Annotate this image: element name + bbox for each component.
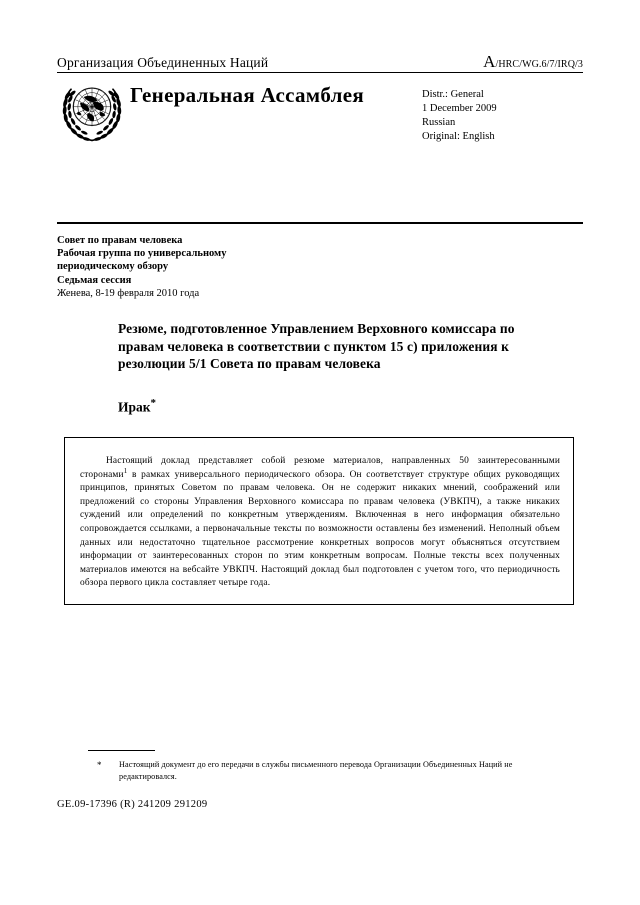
header-top-rule: [57, 72, 583, 73]
footnote-text: Настоящий документ до его передачи в службы письменного перевода Организации Объединенных Наций не редактировался.: [119, 760, 513, 781]
un-emblem-icon: [57, 78, 127, 144]
session-number: Седьмая сессия: [57, 274, 132, 286]
session-place-and-date: Женева, 8-19 февраля 2010 года: [57, 287, 200, 299]
distribution-block: [422, 88, 497, 144]
footnote-separator: [88, 750, 155, 751]
country-name: Ирак: [118, 399, 151, 414]
document-symbol-rest: /HRC/WG.6/7/IRQ/3: [495, 59, 583, 70]
footnote-marker: *: [97, 760, 102, 770]
council-block: [57, 234, 387, 300]
masthead: [57, 52, 583, 72]
title-block: [118, 320, 538, 415]
distribution-date: 1 December 2009: [422, 103, 497, 114]
header-bottom-rule: [57, 222, 583, 224]
council-name: Совет по правам человека: [57, 235, 183, 246]
abstract-text: [80, 455, 560, 591]
un-emblem: [57, 78, 127, 144]
page-title: Резюме, подготовленное Управлением Верховного комиссара по правам человека в соответствии с пунктом 15 c) приложения к резолюции 5/1 Совета по правам человека: [118, 321, 515, 371]
country-heading: [118, 395, 538, 416]
working-group-line-2: периодическому обзору: [57, 261, 169, 273]
distribution-original: Original: English: [422, 131, 495, 142]
working-group-line-1: Рабочая группа по универсальному: [57, 248, 227, 260]
organization-name: Организация Объединенных Наций: [57, 55, 269, 70]
distribution-distr: Distr.: General: [422, 89, 484, 100]
document-symbol-lead: A: [483, 52, 496, 71]
footer-document-code: GE.09-17396 (R) 241209 291209: [57, 799, 208, 810]
country-footnote-marker: *: [150, 396, 157, 409]
abstract-part-1: Настоящий доклад представляет собой резюме материалов, направленных 50 заинтересованными сторонами: [80, 456, 560, 480]
abstract-part-2: в рамках универсального периодического обзора. Он соответствует структуре общих руководящих принципов, принятых Советом по правам человека. Он не содержит никаких мнений, соображений или предложений со стороны Управления Верховного комиссара по правам человека (УВКПЧ), а также никаких суждений или определений по конкретным утверждениям. Включенная в него информация обязательно сопровождается ссылками, а первоначальные тексты по возможности оставлены без изменений. Неполный объем данных или недостаточно тщательное рассмотрение конкретных вопросов могут объясняться отсутствием информации от заинтересованных сторон по этим конкретным вопросам. Полные тексты всех полученных материалов имеются на вебсайте УВКПЧ. Настоящий доклад был подготовлен с учетом того, что периодичность обзора первого цикла составляет четыре года.: [80, 469, 560, 589]
assembly-title: Генеральная Ассамблея: [130, 83, 365, 107]
footnote: [97, 759, 537, 783]
abstract-box: [64, 437, 574, 605]
masthead-row: [57, 52, 583, 72]
document-symbol: [483, 52, 583, 72]
abstract-footnote-ref: 1: [123, 466, 128, 475]
distribution-language: Russian: [422, 117, 456, 128]
